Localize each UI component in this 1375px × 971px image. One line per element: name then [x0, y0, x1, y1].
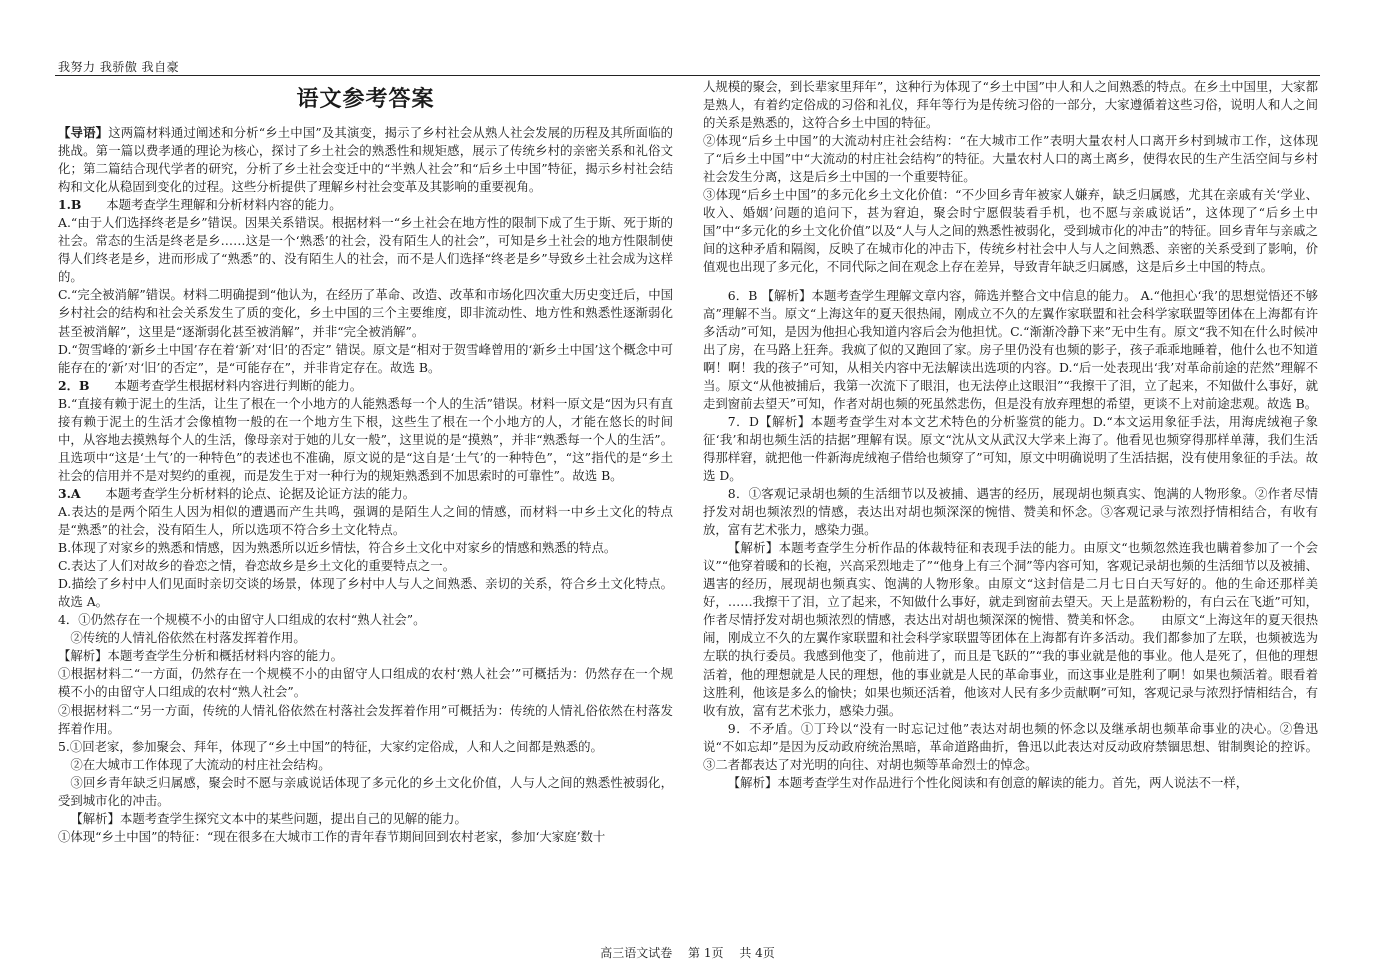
q2-description: 本题考查学生根据材料内容进行判断的能力。 — [114, 377, 363, 393]
page-footer — [0, 944, 1375, 961]
q8-answer: 8．①客观记录胡也频的生活细节以及被捕、遇害的经历，展现胡也频真实、饱满的人物形象。②作者尽情抒发对胡也频浓烈的情感，表达出对胡也频深深的惋惜、赞美和怀念。③客观记录与浓烈抒情相结合，有收有放，富有艺术张力，感染力强。 — [703, 486, 1318, 538]
q9-analysis: 【解析】本题考查学生对作品进行个性化阅读和有创意的解读的能力。首先，两人说法不一样， — [727, 774, 1249, 790]
q5-analysis-3: ③体现“后乡土中国”的多元化乡土文化价值：“不少回乡青年被家人嫌弃，缺乏归属感，尤其在亲戚有关‘学业、收入、婚姻’问题的追问下，甚为窘迫，聚会时宁愿假装看手机，也不愿与亲戚说话”，这体现了“后乡土中国”中“多元化的乡土文化价值”以及“人与人之间的熟悉性被弱化，受到城市化的冲击”的特征。回乡青年与亲戚之间的这种矛盾和隔阂，反映了在城市化的冲击下，传统乡村社会中人与人之间熟悉、亲密的关系受到了影响，价值观也出现了多元化，不同代际之间在观念上存在差异，导致青年缺乏归属感，这是后乡土中国的特点。 — [703, 187, 1318, 275]
q1-description: 本题考查学生理解和分析材料内容的能力。 — [106, 197, 342, 213]
q3-answer: 3.A — [58, 485, 81, 501]
footer-exam-name: 高三语文试卷 — [600, 946, 673, 960]
q6-answer: 6．B 【解析】本题考查学生理解文章内容，筛选并整合文中信息的能力。 A.“他担心‘我’的思想觉悟还不够高”理解不当。原文“上海这年的夏天很热闹，刚成立不久的左翼作家联盟和社会科学家联盟等团体在上海都有许多活动”可知，是因为他担心我知道内容后会为他担忧。C.“渐渐冷静下来”无中生有。原文“我不知在什么时候冲出了房，在马路上狂奔。我疯了似的又跑回了家。房子里仍没有也频的影子，孩子乖乖地睡着，他什么也不知道啊！啊！我的孩子”可知，从相关内容中无法解读出选项的内容。D.“后一处表现出‘我’对革命前途的茫然”理解不当。原文“从他被捕后，我第一次流下了眼泪，也无法停止这眼泪”“我擦干了泪，立了起来，不知做什么事好，就走到窗前去望天”可知，作者对胡也频的死虽然悲伤，但是没有放弃理想的希望，更谈不上对前途悲观。故选 B。 — [703, 287, 1318, 411]
q3-heading — [58, 485, 673, 503]
q4-point-2: ②传统的人情礼俗依然在村落发挥着作用。 — [70, 630, 306, 646]
q1-option-a: A.“由于人们选择终老是乡”错误。因果关系错误。根据材料一“乡土社会在地方性的限制下成了生于斯、死于斯的社会。常态的生活是终老是乡……这是一个‘熟悉’的社会，没有陌生人的社会”，可知是乡土社会的地方性限制使得人们终老是乡，进而形成了“熟悉”的、没有陌生人的社会，而不是人们选择“终老是乡”导致乡土社会成为这样的。 — [58, 215, 673, 285]
q4-analysis: 【解析】本题考查学生分析和概括材料内容的能力。 — [58, 648, 343, 664]
q2-option-b: B.“直接有赖于泥土的生活，让生了根在一个小地方的人能熟悉每一个人的生活”错误。材料一原文是“因为只有直接有赖于泥土的生活才会像植物一般的在一个地方生下根，这些生了根在一个小地方的人，才能在悠长的时间中，从容地去摸熟每个人的生活，像母亲对于她的儿女一般”，这里说的是“摸熟”，并非“熟悉每一个人的生活”。且选项中“这是‘土气’的一种特色”的表述也不准确，原文说的是“这自是‘土气’的一种特色”，“这”指代的是“乡土社会的信用并不是对契约的重视，而是发生于对一种行为的规矩熟悉到不加思索时的可靠性”。故选 B。 — [58, 395, 673, 483]
q3-option-a: A.表达的是两个陌生人因为相似的遭遇而产生共鸣，强调的是陌生人之间的情感，而材料一中乡土文化的特点是“熟悉”的社会，没有陌生人，所以选项不符合乡土文化特点。 — [58, 503, 673, 538]
q5-analysis-2: ②体现“后乡土中国”的大流动村庄社会结构：“在大城市工作”表明大量农村人口离开乡村到城市工作，这体现了“后乡土中国”中“大流动的村庄社会结构”的特征。大量农村人口的离土离乡，使得农民的生产生活空间与乡村社会发生分离，这是后乡土中国的一个重要特征。 — [703, 133, 1318, 185]
footer-page-number: 第 1页 — [688, 946, 724, 960]
q3-description: 本题考查学生分析材料的论点、论据及论证方法的能力。 — [105, 485, 416, 501]
q8-analysis: 【解析】本题考查学生分析作品的体裁特征和表现手法的能力。由原文“也频忽然连我也瞒着参加了一个会议”“他穿着暖和的长袍，兴高采烈地走了”“他身上有三个洞”等内容可知，客观记录胡也频的生活细节以及被捕、遇害的经历，展现胡也频真实、饱满的人物形象。由原文“这封信是二月七日白天写好的。他的生命还那样美好，……我擦干了泪，立了起来，不知做什么事好，就走到窗前去望天。天上是蓝粉粉的，有白云在飞逝”可知，作者尽情抒发对胡也频浓烈的情感，表达出对胡也频深深的惋惜、赞美和怀念。 由原文“上海这年的夏天很热闹，刚成立不久的左翼作家联盟和社会科学家联盟等团体在上海都有许多活动。我们都参加了左联，也频被选为左联的执行委员。我感到他变了，他前进了，而且是飞跃的”“我的事业就是他的事业。他人是死了，但他的理想活着，他的理想就是人民的理想，他的事业就是人民的革命事业，而这事业是胜利了啊！如果也频活着。眼看着这胜利，他该是多么的愉快；如果也频还活着，他该对人民有多少贡献啊”可知，客观记录与浓烈抒情相结合，有收有放，富有艺术张力，感染力强。 — [703, 540, 1318, 718]
q5-analysis-1-continued: 人规模的聚会，到长辈家里拜年”，这种行为体现了“乡土中国”中人和人之间熟悉的特点。在乡土中国里，大家都是熟人，有着约定俗成的习俗和礼仪，拜年等行为是传统习俗的一部分，大家遵循着这些习俗，说明人和人之间的关系是熟悉的，这符合乡土中国的特征。 — [703, 79, 1318, 131]
q5-analysis-1: ①体现“乡土中国”的特征：“现在很多在大城市工作的青年春节期间回到农村老家，参加‘大家庭’数十 — [58, 828, 606, 844]
q3-option-c: C.表达了人们对故乡的眷恋之情，眷恋故乡是乡土文化的重要特点之一。 — [58, 558, 456, 574]
q2-answer: 2．B — [58, 377, 90, 393]
q5-analysis: 【解析】本题考查学生探究文本中的某些问题，提出自己的见解的能力。 — [70, 810, 467, 826]
q5-point-1: 5.①回老家，参加聚会、拜年，体现了“乡土中国”的特征，大家约定俗成，人和人之间都是熟悉的。 — [58, 738, 603, 754]
q7-answer: 7．D【解析】本题考查学生对本文艺术特色的分析鉴赏的能力。D.“本文运用象征手法，用海虎绒袍子象征‘我’和胡也频生活的拮据”理解有误。原文“沈从文从武汉大学来上海了。他看见也频穿得那样单薄，我们生活得那样窘，就把他一件新海虎绒袍子借给也频穿了”可知，原文中明确说明了生活拮据，没有使用象征的手法。故选 D。 — [703, 413, 1318, 483]
q4-point-1: 4．①仍然存在一个规模不小的由留守人口组成的农村“熟人社会”。 — [58, 612, 426, 628]
q2-heading — [58, 377, 673, 395]
q5-point-3: ③回乡青年缺乏归属感，聚会时不愿与亲戚说话体现了多元化的乡土文化价值，人与人之间的熟悉性被弱化，受到城市化的冲击。 — [58, 774, 673, 808]
q4-analysis-1: ①根据材料二“一方面，仍然存在一个规模不小的由留守人口组成的农村‘熟人社会’”可概括为：仍然存在一个规模不小的由留守人口组成的农村“熟人社会”。 — [58, 666, 673, 700]
intro-paragraph — [58, 124, 673, 196]
header-motto: 我努力 我骄傲 我自豪 — [58, 60, 180, 74]
q4-analysis-2: ②根据材料二“另一方面，传统的人情礼俗依然在村落社会发挥着作用”可概括为：传统的人情礼俗依然在村落发挥着作用。 — [58, 702, 673, 736]
footer-total-pages: 共 4页 — [739, 946, 775, 960]
left-column — [58, 78, 673, 846]
intro-text: 这两篇材料通过阐述和分析“乡土中国”及其演变，揭示了乡村社会从熟人社会发展的历程及其所面临的挑战。第一篇以费孝通的理论为核心，探讨了乡土社会的熟悉性和规矩感，展示了传统乡村的亲密关系和礼俗文化；第二篇结合现代学者的研究，分析了乡土社会变迁中的“半熟人社会”和“后乡土中国”特征，揭示乡村社会结构和文化从稳固到变化的过程。这些分析提供了理解乡村社会变革及其影响的重要视角。 — [58, 125, 674, 195]
q1-option-d: D.“贺雪峰的‘新乡土中国’存在着‘新’对‘旧’的否定” 错误。原文是“相对于贺雪峰曾用的‘新乡土中国’这个概念中可能存在的‘新’对‘旧’的否定”，是“可能存在”，并非肯定存在。故选 B。 — [58, 341, 673, 375]
q1-option-c: C.“完全被消解”错误。材料二明确提到“他认为，在经历了革命、改造、改革和市场化四次重大历史变迁后，中国乡村社会的结构和社会关系发生了质的变化，乡土中国的三个主要维度，即非流动性、地方性和熟悉性逐渐弱化甚至被消解”，这里是“逐渐弱化甚至被消解”，并非“完全被消解”。 — [58, 287, 673, 339]
header-divider — [55, 75, 1320, 76]
q9-answer: 9．不矛盾。①丁玲以“没有一时忘记过他”表达对胡也频的怀念以及继承胡也频革命事业的决心。②鲁迅说“不如忘却”是因为反动政府统治黑暗，革命道路曲折，鲁迅以此表达对反动政府禁锢思想、钳制舆论的控诉。③二者都表达了对光明的向往、对胡也频等革命烈士的悼念。 — [703, 720, 1318, 772]
q3-option-d: D.描绘了乡村中人们见面时亲切交谈的场景，体现了乡村中人与人之间熟悉、亲切的关系，符合乡土文化特点。故选 A。 — [58, 576, 673, 610]
q1-heading — [58, 196, 673, 214]
page-title: 语文参考答案 — [296, 87, 435, 112]
intro-tag: 【导语】 — [58, 125, 109, 140]
right-column — [703, 78, 1318, 792]
q3-option-b: B.体现了对家乡的熟悉和情感，因为熟悉所以近乡情怯，符合乡土文化中对家乡的情感和熟悉的特点。 — [58, 540, 617, 556]
q1-answer: 1.B — [58, 197, 82, 213]
q5-point-2: ②在大城市工作体现了大流动的村庄社会结构。 — [70, 756, 331, 772]
